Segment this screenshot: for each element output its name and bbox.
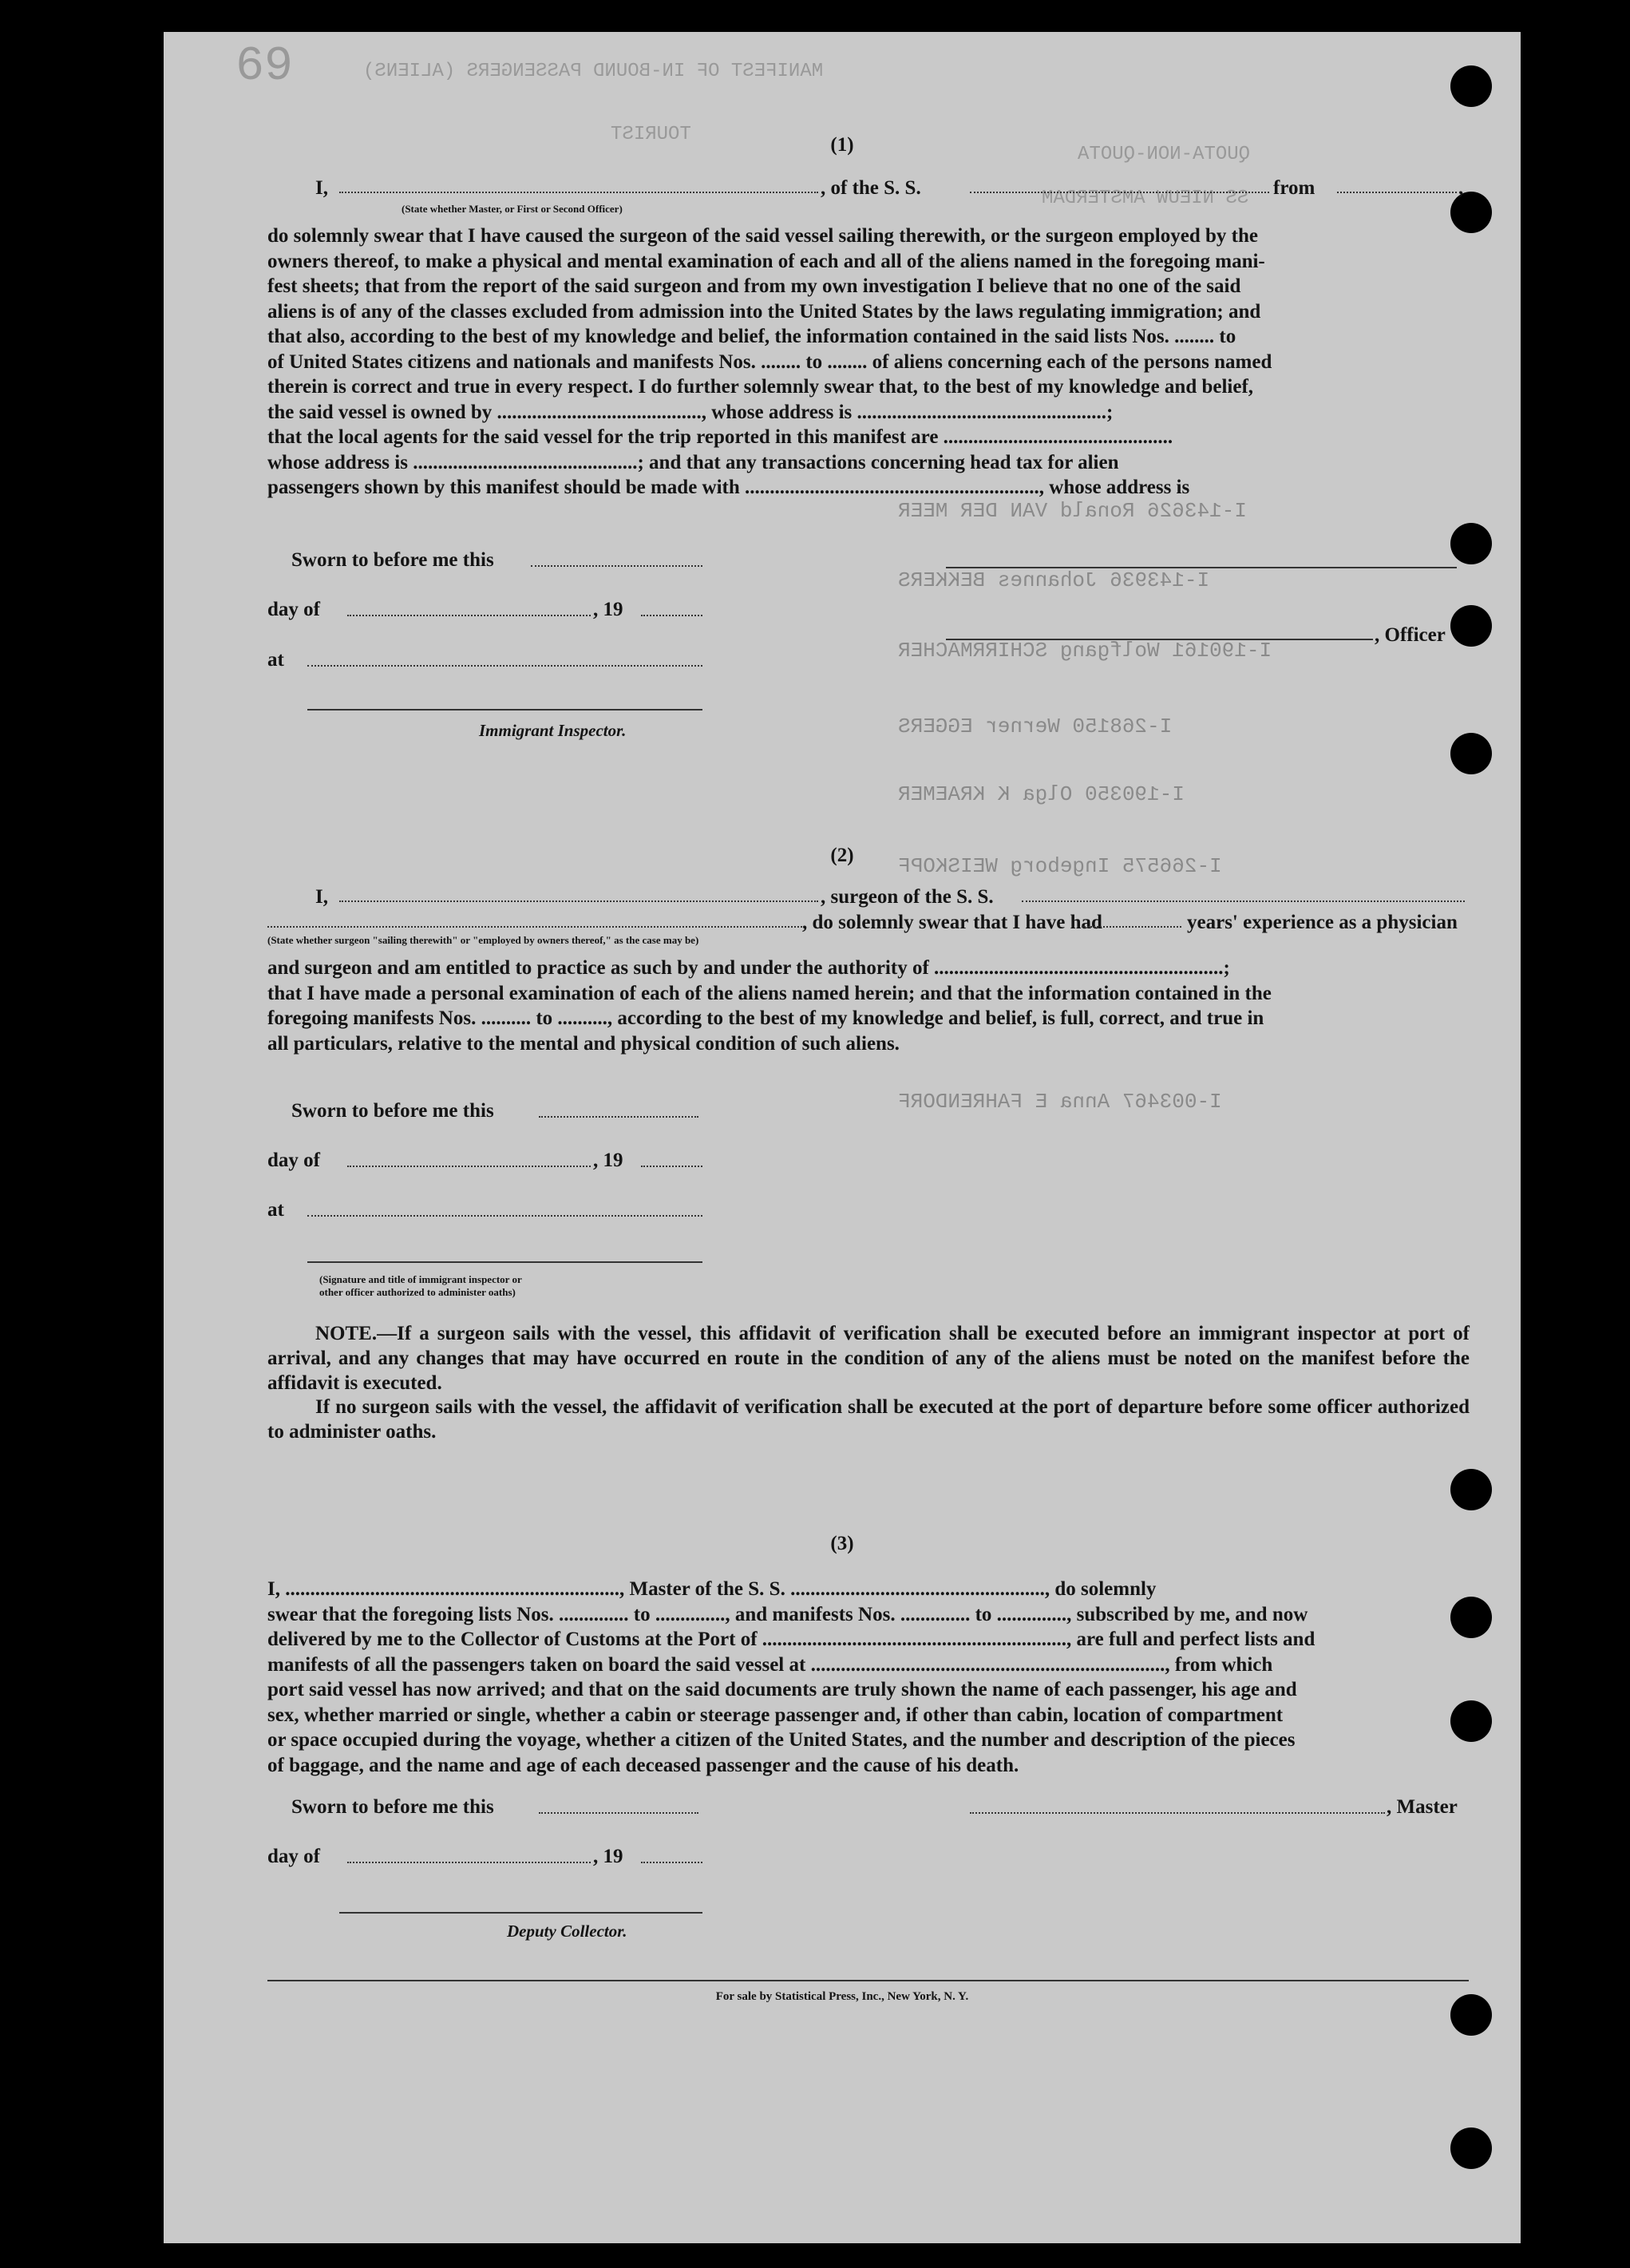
section-3-master-field[interactable] [970,1796,1385,1814]
bleed-through-class: TOURIST [611,124,691,145]
section-1-i: I, [315,177,328,199]
section-2-day-field[interactable] [347,1150,591,1167]
section-3-master: , Master [1387,1796,1458,1818]
section-3-day-field[interactable] [347,1846,591,1863]
section-3-deputy: Deputy Collector. [507,1922,627,1941]
punch-hole [1450,65,1492,107]
note-paragraph-2: If no surgeon sails with the vessel, the affidavit of verification shall be executed at the port of departure before some officer authorized to administer oaths. [267,1396,1470,1443]
section-1-officer: , Officer [1375,624,1446,646]
section-1-comma: , [1458,177,1464,199]
section-3-line: port said vessel has now arrived; and that on the said documents are truly shown the name of each passenger, his age and [267,1679,1297,1700]
section-1-line: therein is correct and true in every respect. I do further solemnly swear that, to the best of my knowledge and belief, [267,376,1254,398]
section-2-signature-note: (Signature and title of immigrant inspector or [319,1273,522,1285]
bleed-through-passenger: I-143936 Johannes BEKKERS [898,568,1210,592]
section-1-inspector: Immigrant Inspector. [479,721,627,740]
section-1-sworn-field[interactable] [531,549,702,567]
section-1-from: from [1273,177,1315,199]
note-paragraph-1: NOTE.—If a surgeon sails with the vessel, this affidavit of verification shall be executed before an immigrant inspector at port of arrival, and any changes that may have occurred en route in the condition of any of the aliens must be noted on the manifest before the affidavit is executed. [267,1323,1470,1394]
section-2-number: (2) [830,845,854,866]
section-2-surgeon: , surgeon of the S. S. [821,886,994,908]
section-1-line: whose address is .............................................; and that any transactions concerning head tax for alien [267,451,1119,473]
section-2-swear: , do solemnly swear that I have had [802,912,1102,933]
section-3-line: of baggage, and the name and age of each deceased passenger and the cause of his death. [267,1754,1019,1776]
section-1-number: (1) [830,134,854,156]
section-1-line: passengers shown by this manifest should be made with ..........................................................., whose address is [267,477,1190,498]
bleed-through-passenger: I-190161 Wolfgang SCHIRRMACHER [898,639,1272,663]
bleed-through-header: MANIFEST OF IN-BOUND PASSENGERS (ALIENS) [363,61,824,82]
section-3-sworn-field[interactable] [539,1796,698,1814]
bottom-rule [267,1980,1469,1981]
section-3-deputy-line[interactable] [339,1912,702,1914]
years-experience-field[interactable] [1082,910,1181,928]
section-1-line: that also, according to the best of my knowledge and belief, the information contained in the said lists Nos. ........ to [267,326,1236,347]
section-2-year-field[interactable] [641,1150,702,1167]
section-1-at: at [267,649,284,671]
section-1-line: of United States citizens and nationals and manifests Nos. ........ to ........ of aliens concerning each of the persons named [267,350,1272,373]
section-3-sworn: Sworn to before me this [291,1796,494,1818]
section-1-officer-line[interactable] [946,639,1373,640]
section-2-signature-line[interactable] [307,1261,702,1263]
section-1-at-field[interactable] [307,649,702,667]
section-1-line: aliens is of any of the classes excluded from admission into the United States by the laws regulating immigration; and [267,300,1261,323]
section-1-line: owners thereof, to make a physical and mental examination of each and all of the aliens named in the foregoing mani- [267,250,1265,272]
section-1-line: fest sheets; that from the report of the said surgeon and from my own investigation I believe that no one of the said [267,275,1241,297]
section-2-at: at [267,1199,284,1221]
section-3-number: (3) [830,1533,854,1554]
punch-hole [1450,733,1492,774]
bleed-through-passenger: I-190350 Olga K KRAEMER [898,782,1185,806]
section-1-line: that the local agents for the said vessel for the trip reported in this manifest are .............................................. [267,426,1173,448]
section-2-sworn-field[interactable] [539,1100,698,1118]
bleed-through-passenger: I-143626 Ronald VAN DER MEER [898,499,1247,523]
section-2-line: all particulars, relative to the mental and physical condition of such aliens. [267,1032,900,1055]
section-1-year-field[interactable] [641,599,702,616]
section-1-of-ss: , of the S. S. [821,177,921,199]
section-3-year-field[interactable] [641,1846,702,1863]
section-2-sworn: Sworn to before me this [291,1100,494,1122]
section-2-line: foregoing manifests Nos. .......... to .........., according to the best of my knowledge and belief, is full, correct, and true in [267,1007,1264,1029]
bleed-through-ship: SS NIEUW AMSTERDAM [1042,188,1249,209]
bleed-through-passenger: I-003467 Anna E FAHRENDORF [898,1090,1222,1114]
section-3-line: or space occupied during the voyage, whether a citizen of the United States, and the number and description of the pieces [267,1729,1296,1751]
section-1-body [267,224,1470,501]
footer-printer: For sale by Statistical Press, Inc., New York, N. Y. [715,1990,969,2003]
section-2-line: and surgeon and am entitled to practice as such by and under the authority of ..........................................................; [267,957,1230,979]
section-1-line: the said vessel is owned by ........................................., whose address is ..................................................; [267,401,1114,423]
section-2-vessel-field[interactable] [1022,885,1465,902]
bleed-through-passenger: I-266575 Ingeborg WEISKOPF [898,854,1222,878]
section-1-day-of: day of [267,599,320,620]
section-3-body [267,1577,1470,1778]
section-3-year: , 19 [593,1846,623,1867]
section-3-line: I, ..................................................................., Master of the S. S. ..................................................., do solemnly [267,1578,1157,1600]
section-2-years: years' experience as a physician [1187,912,1458,933]
vessel-name-field[interactable] [970,176,1269,193]
surgeon-note: (State whether surgeon "sailing therewith" or "employed by owners thereof," as the case may be) [267,934,699,946]
section-3-line: manifests of all the passengers taken on board the said vessel at ......................................................................., from which [267,1653,1273,1676]
section-2-signature-note: other officer authorized to administer oaths) [319,1286,516,1298]
section-1-sworn: Sworn to before me this [291,549,494,571]
surgeon-status-field[interactable] [267,910,802,928]
bleed-through-mark: 69 [235,40,294,94]
section-1-year: , 19 [593,599,623,620]
punch-hole [1450,605,1492,647]
section-2-i: I, [315,886,328,908]
document-page [164,32,1521,2243]
section-2-line: that I have made a personal examination of each of the aliens named herein; and that the information contained in the [267,982,1272,1004]
section-3-line: sex, whether married or single, whether a cabin or steerage passenger and, if other than cabin, location of compartment [267,1704,1284,1726]
section-2-body [267,956,1470,1056]
bleed-through-passenger: I-268150 Werner EGGERS [898,714,1173,738]
surgeon-name-field[interactable] [339,885,818,902]
section-3-line: swear that the foregoing lists Nos. .............. to .............., and manifests Nos. .............. to .............., subscribed by me, and now [267,1603,1308,1625]
punch-hole [1450,523,1492,564]
section-1-signature-line[interactable] [946,567,1457,568]
punch-hole [1450,1469,1492,1510]
section-1-line: do solemnly swear that I have caused the surgeon of the said vessel sailing therewith, or the surgeon employed by the [267,225,1258,247]
section-1-inspector-line[interactable] [307,709,702,710]
punch-hole [1450,2127,1492,2169]
master-name-field[interactable] [339,176,818,193]
bleed-through-quota: QUOTA-NON-QUOTA [1078,144,1251,165]
section-2-year: , 19 [593,1150,623,1171]
master-note: (State whether Master, or First or Second Officer) [402,203,623,215]
section-3-line: delivered by me to the Collector of Customs at the Port of ............................................................., are full and perfect lists and [267,1629,1315,1650]
section-2-day-of: day of [267,1150,320,1171]
section-2-at-field[interactable] [307,1199,702,1217]
section-1-day-field[interactable] [347,599,591,616]
section-3-day-of: day of [267,1846,320,1867]
from-port-field[interactable] [1337,176,1457,193]
